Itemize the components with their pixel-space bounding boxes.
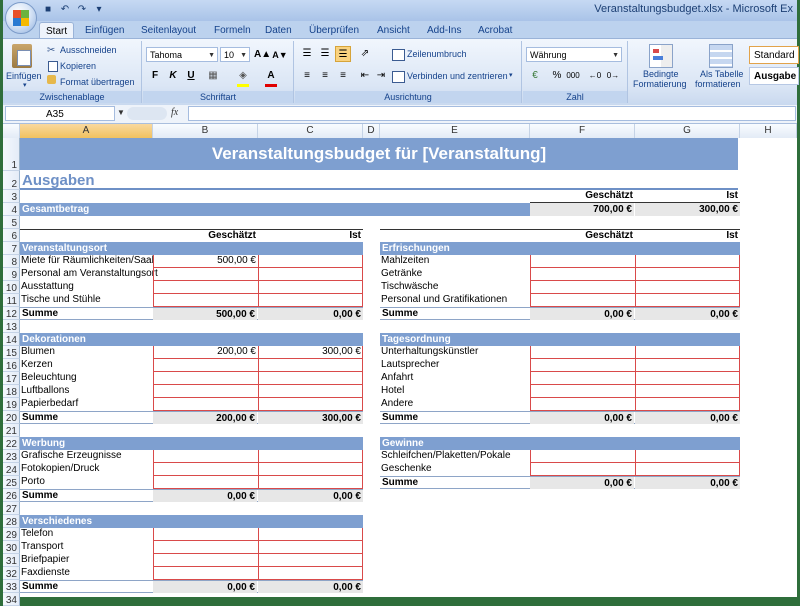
merge-center-icon [392, 71, 405, 83]
italic-button[interactable]: K [169, 70, 177, 81]
office-button[interactable] [5, 2, 37, 34]
cell-style-standard[interactable]: Standard [749, 46, 799, 64]
left-item-label[interactable]: Personal am Veranstaltungsort [21, 268, 158, 279]
copy-icon [48, 61, 58, 72]
row-header-17[interactable]: 17 [3, 372, 20, 385]
format-as-table-label-2[interactable]: formatieren [695, 79, 741, 89]
left-item-ist[interactable]: 300,00 € [322, 346, 361, 357]
chevron-down-icon: ▼ [240, 52, 247, 59]
chevron-down-icon: ▼ [612, 52, 619, 59]
left-item-geschaetzt[interactable]: 500,00 € [217, 255, 256, 266]
right-item-label[interactable]: Getränke [381, 268, 423, 279]
redo-icon[interactable]: ↷ [77, 4, 87, 15]
decrease-decimal-icon[interactable]: 0→ [606, 71, 620, 80]
left-vline-3 [362, 450, 363, 489]
row-header-7[interactable]: 7 [3, 242, 20, 255]
align-top-icon[interactable]: ☰ [302, 48, 312, 59]
right-item-label[interactable]: Schleifchen/Plaketten/Pokale [381, 450, 511, 461]
paste-icon[interactable] [12, 44, 32, 68]
left-vline-2 [258, 528, 259, 580]
right-sum-label[interactable]: Summe [382, 308, 419, 319]
font-name-value: Tahoma [150, 50, 183, 60]
right-sum-ist[interactable]: 0,00 € [635, 477, 740, 489]
left-header-ist[interactable]: Ist [349, 230, 361, 241]
right-sum-row [380, 411, 740, 424]
formula-input[interactable] [188, 106, 796, 121]
paste-button[interactable]: Einfügen [6, 71, 42, 81]
column-header-d[interactable]: D [363, 124, 380, 138]
left-item-label[interactable]: Tische und Stühle [21, 294, 101, 305]
decrease-indent-icon[interactable]: ⇤ [360, 70, 370, 81]
clipboard-group-label: Zwischenablage [3, 91, 141, 103]
office-logo-icon [13, 10, 29, 26]
left-item-label[interactable]: Fotokopien/Druck [21, 463, 100, 474]
ribbon [3, 38, 797, 106]
right-sum-row [380, 307, 740, 320]
left-item-label[interactable]: Porto [21, 476, 45, 487]
row-header-18[interactable]: 18 [3, 385, 20, 398]
left-sum-ist[interactable]: 0,00 € [258, 308, 363, 320]
left-sum-ist[interactable]: 0,00 € [258, 581, 363, 593]
paste-chevron-icon[interactable]: ▾ [23, 82, 27, 89]
number-group [523, 41, 628, 103]
left-sum-geschaetzt[interactable]: 0,00 € [153, 490, 257, 502]
right-sum-geschaetzt[interactable]: 0,00 € [530, 477, 634, 489]
left-item-label[interactable]: Faxdienste [21, 567, 70, 578]
tab-ansicht[interactable]: Ansicht [377, 25, 410, 36]
tab-daten[interactable]: Daten [265, 25, 292, 36]
left-item-label[interactable]: Ausstattung [21, 281, 74, 292]
total-label[interactable]: Gesamtbetrag [20, 203, 530, 216]
left-sum-row [20, 580, 363, 593]
row-header-3[interactable]: 3 [3, 190, 20, 203]
row-header-23[interactable]: 23 [3, 450, 20, 463]
tab-ueberpruefen[interactable]: Überprüfen [309, 25, 360, 36]
customize-chevron-icon[interactable]: ▾ [96, 4, 102, 15]
left-item-label[interactable]: Luftballons [21, 385, 70, 396]
row-header-1[interactable]: 1 [3, 138, 20, 171]
right-vline-2 [635, 346, 636, 411]
column-header-b[interactable]: B [153, 124, 258, 138]
row-header-27[interactable]: 27 [3, 502, 20, 515]
align-right-icon[interactable]: ≡ [340, 70, 346, 81]
row-header-13[interactable]: 13 [3, 320, 20, 333]
number-format-combo[interactable] [526, 47, 622, 62]
left-sum-label[interactable]: Summe [22, 412, 59, 423]
left-vline-1 [153, 528, 154, 580]
save-icon[interactable]: ■ [44, 4, 52, 15]
right-vline-1 [530, 450, 531, 476]
font-size-value: 10 [224, 50, 235, 60]
thousands-button[interactable]: 000 [566, 71, 580, 80]
right-item-label[interactable]: Geschenke [381, 463, 432, 474]
right-top-line [380, 229, 740, 230]
row-header-24[interactable]: 24 [3, 463, 20, 476]
percent-button[interactable]: % [552, 70, 562, 81]
align-bottom-icon[interactable]: ☰ [335, 46, 351, 62]
font-size-combo[interactable] [220, 47, 250, 62]
shrink-font-icon[interactable]: A▼ [272, 50, 288, 60]
row-header-34[interactable]: 34 [3, 593, 20, 606]
tab-acrobat[interactable]: Acrobat [478, 25, 513, 36]
left-sum-label[interactable]: Summe [22, 490, 59, 501]
excel-window [3, 0, 797, 606]
align-center-icon[interactable]: ≡ [322, 70, 328, 81]
scissors-icon: ✂ [47, 45, 56, 56]
alignment-group [295, 41, 522, 103]
row-header-19[interactable]: 19 [3, 398, 20, 411]
right-item-label[interactable]: Unterhaltungskünstler [381, 346, 479, 357]
orientation-icon[interactable]: ⇗ [360, 48, 370, 59]
tab-addins[interactable]: Add-Ins [427, 25, 462, 36]
number-format-value: Währung [530, 50, 567, 60]
total-header-ist[interactable]: Ist [726, 190, 738, 201]
right-vline-3 [739, 346, 740, 411]
left-item-label[interactable]: Transport [21, 541, 64, 552]
underline-button[interactable]: U [187, 70, 195, 81]
name-box[interactable] [5, 106, 115, 121]
left-vline-2 [258, 450, 259, 489]
left-item-label[interactable]: Beleuchtung [21, 372, 77, 383]
row-header-25[interactable]: 25 [3, 476, 20, 489]
right-sum-geschaetzt[interactable]: 0,00 € [530, 308, 634, 320]
select-all-corner[interactable] [3, 124, 20, 138]
conditional-formatting-label-2[interactable]: Formatierung [633, 79, 687, 89]
wrap-text-icon [392, 49, 405, 61]
column-header-f[interactable]: F [530, 124, 635, 138]
row-header-29[interactable]: 29 [3, 528, 20, 541]
align-middle-icon[interactable]: ☰ [320, 48, 330, 59]
undo-icon[interactable]: ↶ [60, 4, 70, 15]
right-vline-3 [739, 255, 740, 307]
currency-icon[interactable]: € [532, 70, 538, 81]
right-item-label[interactable]: Anfahrt [381, 372, 414, 383]
column-header-h[interactable]: H [740, 124, 797, 138]
left-sum-row [20, 307, 363, 320]
left-item-label[interactable]: Blumen [21, 346, 55, 357]
font-group-label: Schriftart [143, 91, 293, 103]
row-header-10[interactable]: 10 [3, 281, 20, 294]
name-box-chevron-icon[interactable]: ▼ [117, 108, 125, 117]
insert-function-icon[interactable]: fx [171, 107, 179, 118]
right-item-label[interactable]: Tischwäsche [381, 281, 439, 292]
left-vline-3 [362, 528, 363, 580]
left-sum-ist[interactable]: 0,00 € [258, 490, 363, 502]
left-item-label[interactable]: Briefpapier [21, 554, 70, 565]
right-block-title[interactable]: Tagesordnung [380, 333, 740, 346]
tab-seitenlayout[interactable]: Seitenlayout [141, 25, 197, 36]
format-painter-icon [47, 75, 56, 84]
left-item-label[interactable]: Grafische Erzeugnisse [21, 450, 122, 461]
right-item-label[interactable]: Mahlzeiten [381, 255, 430, 266]
cut-button[interactable]: Ausschneiden [60, 45, 117, 55]
right-vline-2 [635, 450, 636, 476]
left-sum-label[interactable]: Summe [22, 308, 59, 319]
increase-decimal-icon[interactable]: ←0 [588, 71, 602, 80]
left-sum-geschaetzt[interactable]: 200,00 € [153, 412, 257, 424]
right-item-label[interactable]: Lautsprecher [381, 359, 440, 370]
row-header-33[interactable]: 33 [3, 580, 20, 593]
row-header-8[interactable]: 8 [3, 255, 20, 268]
left-vline-1 [153, 450, 154, 489]
styles-group [629, 41, 797, 103]
name-box-value: A35 [46, 109, 64, 120]
column-headers [3, 124, 797, 139]
font-color-swatch [265, 84, 277, 87]
row-header-28[interactable]: 28 [3, 515, 20, 528]
row-header-6[interactable]: 6 [3, 229, 20, 242]
column-header-g[interactable]: G [635, 124, 740, 138]
tab-formeln[interactable]: Formeln [214, 25, 251, 36]
tab-start[interactable]: Start [39, 22, 74, 40]
merge-chevron-icon[interactable]: ▾ [509, 72, 513, 79]
column-header-e[interactable]: E [380, 124, 530, 138]
row-header-2[interactable]: 2 [3, 171, 20, 190]
format-painter-button[interactable]: Format übertragen [60, 77, 135, 87]
column-header-a[interactable]: A [20, 124, 153, 138]
right-block-title[interactable]: Gewinne [380, 437, 740, 450]
left-vline-3 [362, 255, 363, 307]
right-sum-ist[interactable]: 0,00 € [635, 308, 740, 320]
left-item-label[interactable]: Papierbedarf [21, 398, 79, 409]
align-left-icon[interactable]: ≡ [304, 70, 310, 81]
clipboard-group [3, 41, 142, 103]
right-sum-ist[interactable]: 0,00 € [635, 412, 740, 424]
row-header-14[interactable]: 14 [3, 333, 20, 346]
format-as-table-label-1[interactable]: Als Tabelle [700, 69, 744, 79]
left-sum-label[interactable]: Summe [22, 581, 59, 592]
right-item-label[interactable]: Hotel [381, 385, 405, 396]
right-vline-2 [635, 255, 636, 307]
left-item-label[interactable]: Kerzen [21, 359, 53, 370]
right-sum-label[interactable]: Summe [382, 412, 419, 423]
row-header-21[interactable]: 21 [3, 424, 20, 437]
left-block-title[interactable]: Verschiedenes [20, 515, 363, 528]
right-sum-row [380, 476, 740, 489]
left-header-geschaetzt[interactable]: Geschätzt [208, 230, 256, 241]
section-title[interactable]: Ausgaben [20, 171, 738, 190]
left-sum-ist[interactable]: 300,00 € [258, 412, 363, 424]
total-geschaetzt-value[interactable]: 700,00 € [530, 203, 634, 216]
left-vline-1 [153, 346, 154, 411]
row-header-9[interactable]: 9 [3, 268, 20, 281]
worksheet-grid[interactable] [3, 138, 797, 606]
row-header-15[interactable]: 15 [3, 346, 20, 359]
row-header-4[interactable]: 4 [3, 203, 20, 216]
ribbon-tabs [3, 21, 797, 39]
font-group [143, 41, 294, 103]
row-header-20[interactable]: 20 [3, 411, 20, 424]
column-header-c[interactable]: C [258, 124, 363, 138]
cell-style-ausgabe[interactable]: Ausgabe [749, 67, 799, 85]
row-header-11[interactable]: 11 [3, 294, 20, 307]
left-item-label[interactable]: Miete für Räumlichkeiten/Saal [21, 255, 154, 266]
left-block-title[interactable]: Veranstaltungsort [20, 242, 363, 255]
chevron-down-icon: ▼ [208, 52, 215, 59]
left-sum-row [20, 411, 363, 424]
fill-color-swatch [237, 84, 249, 87]
right-header-geschaetzt[interactable]: Geschätzt [585, 230, 633, 241]
fill-color-icon[interactable]: ◈ [239, 70, 247, 81]
right-header-ist[interactable]: Ist [726, 230, 738, 241]
right-vline-1 [530, 255, 531, 307]
left-item-label[interactable]: Telefon [21, 528, 54, 539]
right-item-label[interactable]: Personal und Gratifikationen [381, 294, 508, 305]
right-sum-label[interactable]: Summe [382, 477, 419, 488]
conditional-formatting-label-1[interactable]: Bedingte [643, 69, 679, 79]
font-name-combo[interactable] [146, 47, 218, 62]
left-vline-2 [258, 255, 259, 307]
formula-bar [3, 105, 797, 124]
conditional-formatting-icon [649, 44, 673, 68]
format-as-table-icon [709, 44, 733, 68]
row-header-26[interactable]: 26 [3, 489, 20, 502]
row-header-22[interactable]: 22 [3, 437, 20, 450]
right-vline-1 [530, 346, 531, 411]
alignment-group-label: Ausrichtung [295, 91, 521, 103]
row-header-5[interactable]: 5 [3, 216, 20, 229]
left-top-line [20, 229, 363, 230]
row-header-16[interactable]: 16 [3, 359, 20, 372]
bold-button[interactable]: F [151, 70, 159, 81]
left-item-geschaetzt[interactable]: 200,00 € [217, 346, 256, 357]
right-item-label[interactable]: Andere [381, 398, 414, 409]
row-header-30[interactable]: 30 [3, 541, 20, 554]
grow-font-icon[interactable]: A▲ [254, 49, 272, 60]
borders-icon[interactable]: ▦ [208, 70, 218, 81]
total-header-geschaetzt[interactable]: Geschätzt [585, 190, 633, 201]
tab-einfuegen[interactable]: Einfügen [85, 25, 125, 36]
title-bar [3, 0, 797, 21]
increase-indent-icon[interactable]: ⇥ [376, 70, 386, 81]
font-color-icon[interactable]: A [267, 70, 275, 81]
right-block-title[interactable]: Erfrischungen [380, 242, 740, 255]
number-group-label: Zahl [523, 91, 627, 103]
right-sum-geschaetzt[interactable]: 0,00 € [530, 412, 634, 424]
formula-bar-buttons [127, 107, 167, 120]
right-vline-3 [739, 450, 740, 476]
quick-access-toolbar [41, 3, 106, 17]
left-vline-2 [258, 346, 259, 411]
wrap-text-button[interactable]: Zeilenumbruch [407, 49, 467, 59]
row-header-12[interactable]: 12 [3, 307, 20, 320]
row-header-32[interactable]: 32 [3, 567, 20, 580]
copy-button[interactable]: Kopieren [60, 61, 97, 71]
left-vline-3 [362, 346, 363, 411]
left-block-title[interactable]: Werbung [20, 437, 363, 450]
merge-center-button[interactable]: Verbinden und zentrieren [407, 71, 508, 81]
sheet-title[interactable]: Veranstaltungsbudget für [Veranstaltung] [20, 138, 738, 170]
row-header-31[interactable]: 31 [3, 554, 20, 567]
left-sum-row [20, 489, 363, 502]
left-block-title[interactable]: Dekorationen [20, 333, 363, 346]
left-sum-geschaetzt[interactable]: 500,00 € [153, 308, 257, 320]
left-sum-geschaetzt[interactable]: 0,00 € [153, 581, 257, 593]
left-vline-1 [153, 255, 154, 307]
window-title: Veranstaltungsbudget.xlsx - Microsoft Ex [594, 3, 793, 15]
total-ist-value[interactable]: 300,00 € [635, 203, 740, 216]
